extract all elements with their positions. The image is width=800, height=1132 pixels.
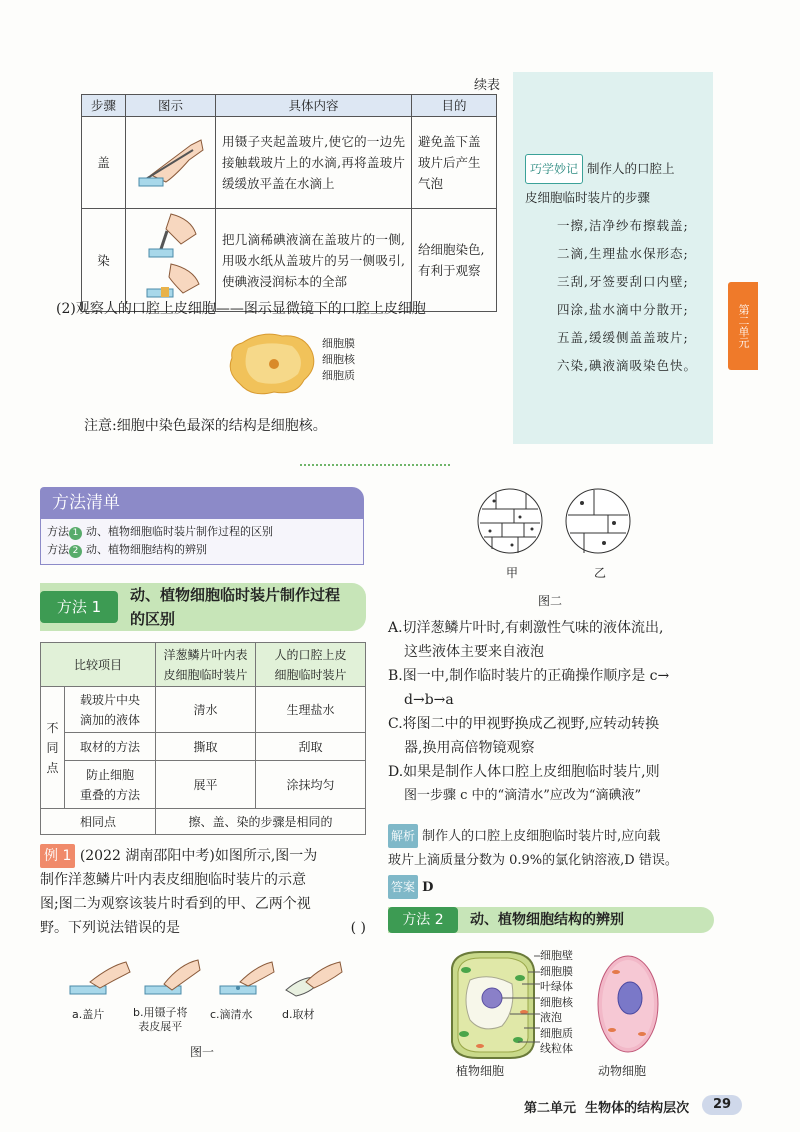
staining-illustration: [126, 209, 216, 312]
table-header-row: [41, 643, 366, 687]
table-header: 步骤: [82, 95, 126, 117]
method-list-item[interactable]: 方法 1 动、植物细胞临时装片制作过程的区别: [47, 525, 273, 538]
step-c-icon: [220, 962, 274, 994]
continued-label: 续表: [474, 78, 501, 93]
method2-title: 动、植物细胞结构的辨别: [470, 912, 624, 928]
table-header: 目的: [412, 95, 497, 117]
tip-box: [513, 72, 713, 444]
micrograph-labels: [322, 336, 355, 384]
step-name: 染: [82, 209, 126, 312]
table-header: 图示: [126, 95, 216, 117]
table-header: 人的口腔上皮 细胞临时装片: [256, 643, 366, 687]
step-a-icon: [70, 962, 130, 994]
diff-label: 不 同 点: [41, 687, 65, 809]
table-row: [41, 761, 366, 809]
example-question: 例 1 (2022 湖南邵阳中考)如图所示,图一为 制作洋葱鳞片叶内表皮细胞临时装片的示意 图;图二为观察该装片时看到的甲、乙两个视 野。下列说法错误的是 ( ): [40, 844, 366, 940]
label-nucleus: 细胞核: [322, 353, 355, 366]
observe-title: (2)观察人的口腔上皮细胞——图示显微镜下的口腔上皮细胞: [56, 301, 426, 317]
unit-tab[interactable]: 第二单元: [728, 282, 758, 370]
table-cell: 刮取: [256, 733, 366, 761]
analysis-tag: 解析: [388, 824, 418, 848]
method1-title: 动、植物细胞临时装片制作过程 的区别: [130, 586, 341, 628]
table-header: 洋葱鳞片叶内表 皮细胞临时装片: [156, 643, 256, 687]
step-purpose: 给细胞染色,有利于观察: [412, 209, 497, 312]
option-b[interactable]: B.图一中,制作临时装片的正确操作顺序是 c→ d→b→a: [388, 668, 670, 708]
table-cell: 载玻片中央 滴加的液体: [65, 687, 156, 733]
tip-line: 四涂,盐水滴中分散开;: [557, 302, 689, 317]
step-b-icon: [145, 960, 200, 994]
footer-unit: 第二单元 生物体的结构层次: [524, 1101, 690, 1116]
options: [388, 616, 718, 808]
figure2-fields: [474, 487, 634, 557]
table-row: [41, 733, 366, 761]
tip-line: 二滴,生理盐水保形态;: [557, 246, 689, 261]
step-d-icon: [286, 962, 342, 996]
step-content: 把几滴稀碘液滴在盖玻片的一侧,用吸水纸从盖玻片的另一侧吸引,使碘液浸润标本的全部: [216, 209, 412, 312]
table-cell: 涂抹均匀: [256, 761, 366, 809]
table-cell: 取材的方法: [65, 733, 156, 761]
method-list: [40, 519, 364, 565]
table-row: [82, 209, 497, 312]
fig1-label-c: c.滴清水: [210, 1008, 253, 1021]
table-cell: 清水: [156, 687, 256, 733]
tip-title-a: 制作人的口腔上: [587, 161, 675, 176]
step-content: 用镊子夹起盖玻片,使它的一边先接触载玻片上的水滴,再将盖玻片缓缓放平盖在水滴上: [216, 117, 412, 209]
field-jia-icon: [478, 489, 542, 553]
table-row: [41, 687, 366, 733]
tip-tag: 巧学妙记: [525, 154, 583, 184]
table-cell: 撕取: [156, 733, 256, 761]
option-c[interactable]: C.将图二中的甲视野换成乙视野,应转动转换 器,换用高倍物镜观察: [388, 716, 660, 756]
table-row: [82, 117, 497, 209]
example-tag: 例 1: [40, 844, 75, 868]
observe-note: 注意:细胞中染色最深的结构是细胞核。: [84, 418, 327, 434]
field-yi-icon: [566, 489, 630, 553]
animal-cell-icon: [598, 956, 658, 1052]
figure1-illustrations: [60, 952, 360, 1004]
fig2-caption: 图二: [538, 594, 563, 608]
fig1-label-d: d.取材: [282, 1008, 315, 1021]
answer-tag: 答案: [388, 875, 418, 899]
step-name: 盖: [82, 117, 126, 209]
tip-line: 六染,碘液滴吸染色快。: [557, 358, 697, 373]
tip-title-b: 皮细胞临时装片的步骤: [525, 190, 651, 205]
table-header-row: [82, 95, 497, 117]
page-number: 29: [702, 1095, 742, 1115]
method1-tag: 方法 1: [40, 591, 118, 623]
table-row: [41, 809, 366, 835]
option-a[interactable]: A.切洋葱鳞片叶时,有刺激性气味的液体流出, 这些液体主要来自液泡: [388, 620, 664, 660]
label-cell-membrane: 细胞膜: [322, 337, 355, 350]
answer-blank[interactable]: ( ): [350, 920, 366, 936]
tip-line: 一擦,洁净纱布擦载盖;: [557, 218, 689, 233]
table-cell: 擦、盖、染的步骤是相同的: [156, 809, 366, 835]
method2-tag: 方法 2: [388, 907, 458, 933]
table-cell: 生理盐水: [256, 687, 366, 733]
table-cell: 相同点: [41, 809, 156, 835]
method-list-item[interactable]: 方法 2 动、植物细胞结构的辨别: [47, 543, 207, 556]
cheek-cell-micrograph: [222, 328, 322, 400]
fig2-label-yi: 乙: [594, 566, 607, 580]
comparison-table: [40, 642, 366, 835]
steps-table: [81, 94, 497, 312]
cell-labels: 细胞壁 细胞膜 叶绿体 细胞核 液泡 细胞质 线粒体: [540, 949, 573, 1055]
plant-cell-label: 植物细胞: [456, 1064, 505, 1078]
divider: [300, 464, 450, 466]
answer-value: D: [422, 880, 434, 895]
option-d[interactable]: D.如果是制作人体口腔上皮细胞临时装片,则 图一步骤 c 中的“滴清水”应改为“滴碘液”: [388, 764, 660, 803]
table-cell: 防止细胞 重叠的方法: [65, 761, 156, 809]
table-header: 比较项目: [41, 643, 156, 687]
analysis: 解析 制作人的口腔上皮细胞临时装片时,应向载 玻片上滴质量分数为 0.9%的氯化钠溶液,D 错误。 答案 D: [388, 824, 718, 900]
tip-line: 三刮,牙签要刮口内壁;: [557, 274, 689, 289]
method-list-title: 方法清单: [40, 487, 364, 519]
table-header: 具体内容: [216, 95, 412, 117]
animal-cell-label: 动物细胞: [598, 1064, 647, 1078]
label-cytoplasm: 细胞质: [322, 369, 355, 382]
fig1-caption: 图一: [190, 1045, 215, 1059]
fig1-label-b: b.用镊子将 表皮展平: [133, 1006, 188, 1033]
step-purpose: 避免盖下盖玻片后产生气泡: [412, 117, 497, 209]
fig2-label-jia: 甲: [506, 566, 519, 580]
table-cell: 展平: [156, 761, 256, 809]
fig1-label-a: a.盖片: [72, 1008, 105, 1021]
cover-slip-illustration: [126, 117, 216, 209]
tip-line: 五盖,缓缓侧盖盖玻片;: [557, 330, 689, 345]
